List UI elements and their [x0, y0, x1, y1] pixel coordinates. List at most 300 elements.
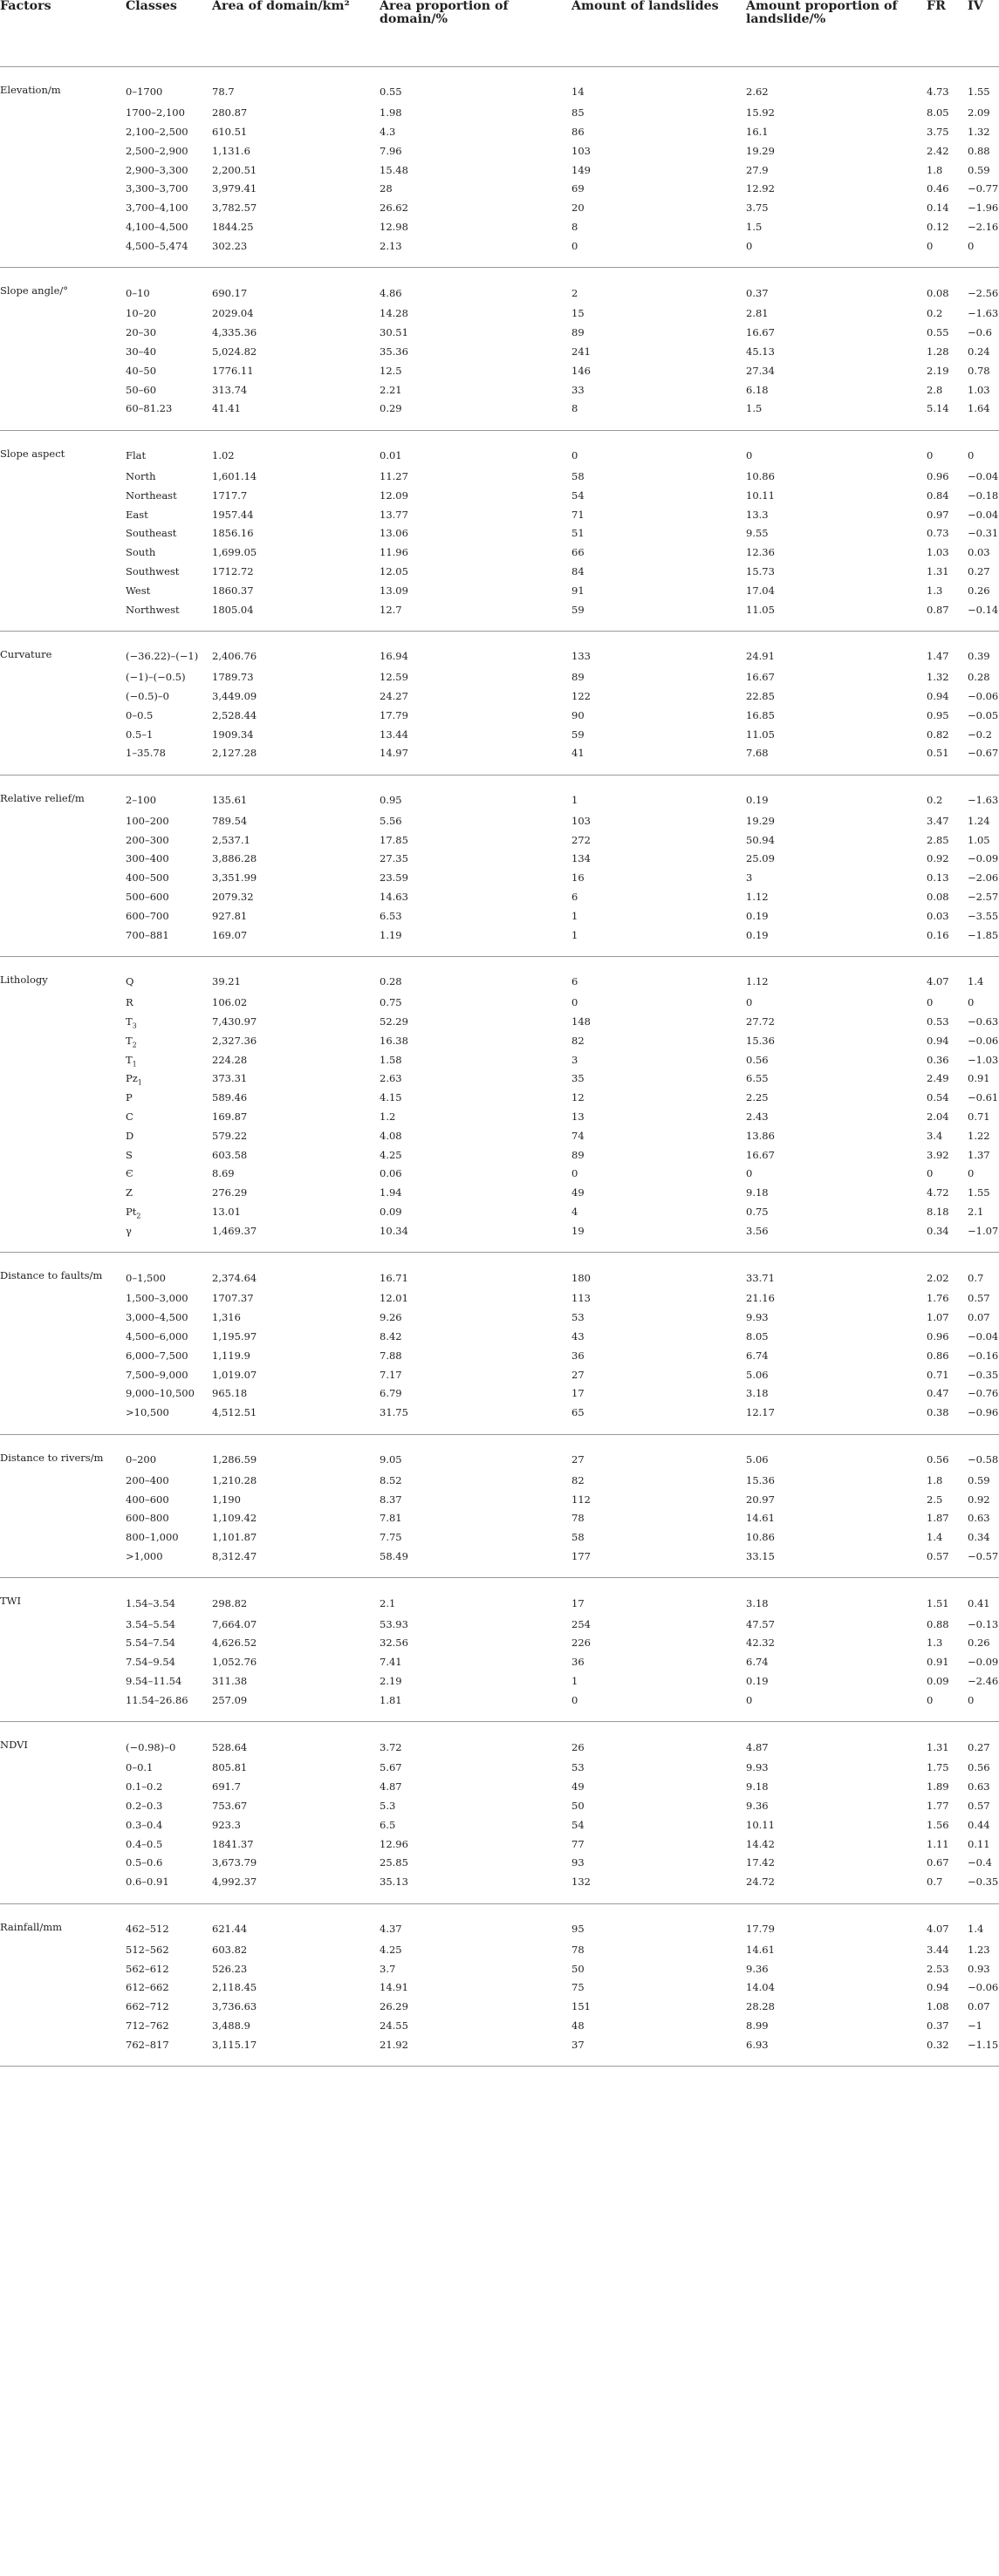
- class-label: 2,500–2,900: [126, 144, 188, 157]
- iv-cell: −0.06: [968, 689, 999, 702]
- area-cell: 603.82: [212, 1943, 248, 1956]
- fr-cell: 0.16: [927, 926, 968, 956]
- amount-proportion-cell: 2.62: [746, 85, 769, 99]
- iv-cell: 1.4: [968, 1922, 984, 1935]
- area-cell: 4,335.36: [212, 326, 257, 339]
- iv-cell: −1.03: [968, 1053, 999, 1066]
- iv-cell: 0.27: [968, 564, 990, 577]
- area-proportion-cell: 12.5: [380, 364, 402, 377]
- area-cell: 2079.32: [212, 891, 254, 904]
- area-proportion-cell: 5.3: [380, 1799, 396, 1812]
- table-row: [0, 141, 999, 161]
- area-cell: 2,406.76: [212, 650, 257, 663]
- iv-cell: −0.06: [968, 1981, 999, 1994]
- class-label: S: [126, 1148, 133, 1161]
- iv-cell: −0.04: [968, 508, 999, 521]
- amount-cell: 151: [571, 2000, 591, 2013]
- area-cell: 1717.7: [212, 489, 248, 502]
- area-cell: 2,127.28: [212, 744, 380, 775]
- class-label: 600–800: [126, 1512, 169, 1525]
- area-proportion-cell: 6.53: [380, 909, 402, 922]
- area-cell: 1,101.87: [212, 1531, 257, 1544]
- table-row: [0, 1634, 999, 1653]
- amount-proportion-cell: 5.06: [746, 1453, 769, 1466]
- area-cell: 1,210.28: [212, 1473, 257, 1486]
- class-label: Pt: [126, 1206, 137, 1219]
- amount-proportion-cell: 9.55: [746, 527, 769, 540]
- iv-cell: 0.57: [968, 1292, 990, 1305]
- iv-cell: 0.11: [968, 1837, 990, 1850]
- class-label: T: [126, 1053, 133, 1066]
- fr-cell: 0.57: [927, 1548, 968, 1578]
- amount-proportion-cell: 6.74: [746, 1349, 769, 1362]
- area-cell: 373.31: [212, 1072, 248, 1085]
- area-proportion-cell: 11.96: [380, 546, 408, 559]
- fr-cell: 1.87: [927, 1512, 949, 1525]
- class-subscript: 1: [137, 1078, 142, 1087]
- amount-proportion-cell: 15.36: [746, 1473, 775, 1486]
- table-row: [0, 1013, 999, 1032]
- amount-cell: 84: [571, 564, 585, 577]
- table-row: [0, 1490, 999, 1509]
- area-proportion-cell: 6.79: [380, 1387, 402, 1400]
- class-cell: [126, 1940, 212, 1959]
- factor-cell: Elevation/m: [0, 84, 61, 96]
- class-subscript: 2: [132, 1041, 137, 1049]
- class-cell: [126, 1959, 212, 1978]
- amount-proportion-cell: 6.55: [746, 1072, 769, 1085]
- factor-cell: [0, 486, 126, 505]
- amount-proportion-cell: 42.32: [746, 1636, 775, 1650]
- area-proportion-cell: 8.37: [380, 1493, 402, 1506]
- class-cell: [126, 1404, 212, 1434]
- area-cell: 691.7: [212, 1780, 241, 1794]
- area-cell: 276.29: [212, 1186, 248, 1199]
- table-row: [0, 218, 999, 237]
- amount-proportion-cell: 15.92: [746, 106, 775, 120]
- class-cell: [126, 1672, 212, 1691]
- area-proportion-cell: 14.63: [380, 891, 408, 904]
- area-proportion-cell: 2.13: [380, 236, 571, 267]
- fr-cell: 1.08: [927, 2000, 949, 2013]
- class-label: 712–762: [126, 2019, 169, 2032]
- amount-proportion-cell: 12.92: [746, 182, 775, 195]
- amount-proportion-cell: 3.56: [746, 1221, 927, 1252]
- iv-cell: −0.09: [968, 1656, 999, 1669]
- factor-cell: [0, 888, 126, 907]
- amount-proportion-cell: 9.18: [746, 1780, 769, 1794]
- area-proportion-cell: 7.81: [380, 1512, 402, 1525]
- area-cell: 805.81: [212, 1761, 248, 1774]
- class-cell: [126, 468, 212, 487]
- fr-cell: 0.09: [927, 1674, 949, 1687]
- class-cell: [126, 600, 212, 631]
- factor-cell: Lithology: [0, 974, 48, 987]
- amount-cell: 0: [571, 996, 578, 1009]
- factor-cell: [0, 1615, 126, 1634]
- amount-proportion-cell: 6.18: [746, 383, 769, 396]
- table-row: [0, 1089, 999, 1108]
- class-label: 0–200: [126, 1453, 157, 1466]
- area-proportion-cell: 35.13: [380, 1873, 571, 1903]
- iv-cell: 0.88: [968, 144, 990, 157]
- area-cell: 526.23: [212, 1962, 248, 1975]
- area-proportion-cell: 0.75: [380, 996, 402, 1009]
- fr-cell: 2.49: [927, 1072, 949, 1085]
- amount-cell: 20: [571, 202, 585, 215]
- fr-cell: 0.97: [927, 508, 949, 521]
- class-cell: [126, 67, 212, 104]
- class-label: Z: [126, 1186, 133, 1199]
- table-row: [0, 1126, 999, 1145]
- iv-cell: 0.41: [968, 1596, 990, 1609]
- factor-cell: NDVI: [0, 1739, 28, 1752]
- fr-cell: 0.54: [927, 1091, 949, 1104]
- header-classes: Classes: [126, 0, 212, 67]
- table-row: [0, 1404, 999, 1434]
- fr-cell: 3.92: [927, 1148, 949, 1161]
- area-cell: 298.82: [212, 1596, 248, 1609]
- table-row: [0, 268, 999, 304]
- area-cell: 4,512.51: [212, 1404, 380, 1434]
- amount-cell: 26: [571, 1740, 585, 1753]
- factor-cell: Distance to faults/m: [0, 1269, 103, 1282]
- amount-proportion-cell: 16.67: [746, 1148, 775, 1161]
- class-label: 11.54–26.86: [126, 1693, 188, 1706]
- class-cell: [126, 1013, 212, 1032]
- table-row: [0, 67, 999, 104]
- class-label: Q: [126, 975, 134, 988]
- factor-cell: [0, 1509, 126, 1528]
- area-cell: 1,131.6: [212, 144, 250, 157]
- class-label: 3,300–3,700: [126, 182, 188, 195]
- fr-cell: 1.75: [927, 1761, 949, 1774]
- class-label: T: [126, 1034, 133, 1047]
- area-cell: 1,109.42: [212, 1512, 257, 1525]
- class-label: 0.6–0.91: [126, 1876, 169, 1889]
- amount-proportion-cell: 14.42: [746, 1837, 775, 1850]
- iv-cell: 0.03: [968, 546, 990, 559]
- factor-cell: [0, 1634, 126, 1653]
- class-cell: [126, 1509, 212, 1528]
- area-proportion-cell: 17.79: [380, 708, 408, 721]
- factor-cell: [0, 236, 126, 267]
- factor-cell: [0, 2017, 126, 2036]
- class-cell: [126, 1548, 212, 1578]
- factor-cell: [0, 161, 126, 180]
- amount-proportion-cell: 16.1: [746, 125, 769, 138]
- iv-cell: −1.63: [968, 794, 999, 807]
- area-proportion-cell: 3.7: [380, 1962, 396, 1975]
- amount-cell: 41: [571, 744, 746, 775]
- area-cell: 1844.25: [212, 220, 254, 233]
- class-cell: [126, 744, 212, 775]
- area-cell: 5,024.82: [212, 345, 257, 358]
- area-proportion-cell: 24.27: [380, 689, 408, 702]
- class-cell: [126, 1184, 212, 1203]
- table-row: [0, 744, 999, 775]
- area-proportion-cell: 1.58: [380, 1053, 402, 1066]
- iv-cell: −0.31: [968, 527, 999, 540]
- table-row: [0, 1184, 999, 1203]
- area-proportion-cell: 7.75: [380, 1531, 402, 1544]
- fr-cell: 1.28: [927, 345, 949, 358]
- iv-cell: −0.05: [968, 708, 999, 721]
- area-cell: 1909.34: [212, 728, 254, 741]
- amount-proportion-cell: 2.81: [746, 307, 769, 320]
- fr-cell: 1.76: [927, 1292, 949, 1305]
- iv-cell: −0.35: [968, 1873, 999, 1903]
- fr-cell: 2.19: [927, 364, 949, 377]
- amount-cell: 2: [571, 286, 578, 299]
- fr-cell: 1.07: [927, 1311, 949, 1324]
- class-cell: [126, 1108, 212, 1127]
- area-proportion-cell: 16.38: [380, 1034, 408, 1047]
- class-subscript: 1: [132, 1059, 137, 1068]
- amount-cell: 0: [571, 236, 746, 267]
- area-proportion-cell: 14.97: [380, 744, 571, 775]
- table-row: [0, 1873, 999, 1903]
- fr-cell: 0.84: [927, 489, 949, 502]
- fr-cell: 2.85: [927, 833, 949, 846]
- factor-cell: [0, 1759, 126, 1778]
- amount-proportion-cell: 47.57: [746, 1617, 775, 1630]
- area-proportion-cell: 2.63: [380, 1072, 402, 1085]
- iv-cell: −1.96: [968, 202, 999, 215]
- amount-proportion-cell: 21.16: [746, 1292, 775, 1305]
- class-cell: [126, 218, 212, 237]
- class-label: 3,700–4,100: [126, 202, 188, 215]
- amount-cell: 134: [571, 852, 591, 865]
- fr-cell: 1.8: [927, 163, 943, 176]
- class-label: 612–662: [126, 1981, 169, 1994]
- class-cell: [126, 430, 212, 467]
- amount-cell: 272: [571, 833, 591, 846]
- iv-cell: −1.15: [968, 2035, 999, 2066]
- amount-cell: 16: [571, 871, 585, 885]
- iv-cell: −0.63: [968, 1015, 999, 1028]
- iv-cell: 0.59: [968, 163, 990, 176]
- area-proportion-cell: 9.26: [380, 1311, 402, 1324]
- amount-cell: 89: [571, 326, 585, 339]
- area-proportion-cell: 12.96: [380, 1837, 408, 1850]
- class-cell: [126, 1998, 212, 2017]
- fr-cell: 1.32: [927, 671, 949, 684]
- factor-cell: [0, 218, 126, 237]
- table-row: [0, 2035, 999, 2066]
- class-subscript: 2: [136, 1212, 141, 1220]
- amount-proportion-cell: 24.91: [746, 650, 775, 663]
- area-proportion-cell: 4.25: [380, 1148, 402, 1161]
- amount-cell: 77: [571, 1837, 585, 1850]
- class-label: 7,500–9,000: [126, 1368, 188, 1381]
- fr-cell: 1.77: [927, 1799, 949, 1812]
- fr-cell: 0.51: [927, 744, 968, 775]
- area-proportion-cell: 0.01: [380, 449, 402, 462]
- area-proportion-cell: 13.09: [380, 584, 408, 597]
- factor-cell: [0, 505, 126, 524]
- fr-cell: 4.72: [927, 1186, 949, 1199]
- factor-cell: [0, 1873, 126, 1903]
- area-cell: 1.02: [212, 449, 235, 462]
- class-cell: [126, 1903, 212, 1940]
- amount-proportion-cell: 10.11: [746, 1818, 775, 1831]
- area-proportion-cell: 14.91: [380, 1981, 408, 1994]
- iv-cell: 0.7: [968, 1271, 984, 1284]
- fr-cell: 0.73: [927, 527, 949, 540]
- area-cell: 257.09: [212, 1691, 380, 1721]
- class-cell: [126, 812, 212, 831]
- area-cell: 753.67: [212, 1799, 248, 1812]
- amount-proportion-cell: 0.19: [746, 909, 769, 922]
- area-cell: 3,673.79: [212, 1856, 257, 1869]
- area-proportion-cell: 24.55: [380, 2019, 408, 2032]
- iv-cell: 1.55: [968, 85, 990, 99]
- class-label: 562–612: [126, 1962, 169, 1975]
- table-row: [0, 1672, 999, 1691]
- area-proportion-cell: 5.56: [380, 814, 402, 827]
- fr-cell: 1.31: [927, 1740, 949, 1753]
- amount-proportion-cell: 17.42: [746, 1856, 775, 1869]
- area-cell: 1,469.37: [212, 1221, 380, 1252]
- iv-cell: 0.24: [968, 345, 990, 358]
- amount-proportion-cell: 27.9: [746, 163, 769, 176]
- class-cell: [126, 1221, 212, 1252]
- class-cell: [126, 1471, 212, 1490]
- area-cell: 280.87: [212, 106, 248, 120]
- table-row: [0, 343, 999, 362]
- fr-cell: 4.07: [927, 975, 949, 988]
- iv-cell: 0.26: [968, 584, 990, 597]
- iv-cell: −0.6: [968, 326, 992, 339]
- header-row: [0, 0, 999, 67]
- class-label: 7.54–9.54: [126, 1656, 175, 1669]
- amount-cell: 6: [571, 891, 578, 904]
- factor-cell: [0, 1548, 126, 1578]
- area-proportion-cell: 12.01: [380, 1292, 408, 1305]
- class-cell: [126, 706, 212, 725]
- class-label: 2–100: [126, 794, 157, 807]
- amount-cell: 54: [571, 489, 585, 502]
- amount-cell: 95: [571, 1922, 585, 1935]
- amount-cell: 0: [571, 1167, 578, 1180]
- fr-cell: 3.47: [927, 814, 949, 827]
- area-cell: 1805.04: [212, 600, 380, 631]
- factor-cell: [0, 1854, 126, 1873]
- iv-cell: −2.06: [968, 871, 999, 885]
- class-label: 800–1,000: [126, 1531, 179, 1544]
- fr-cell: 0.34: [927, 1221, 968, 1252]
- class-cell: [126, 926, 212, 956]
- amount-cell: 148: [571, 1015, 591, 1028]
- class-label: (−0.5)–0: [126, 689, 169, 702]
- iv-cell: 0: [968, 996, 975, 1009]
- table-row: [0, 1108, 999, 1127]
- factor-cell: [0, 581, 126, 600]
- class-cell: [126, 1691, 212, 1721]
- factor-cell: [0, 1797, 126, 1816]
- amount-cell: 122: [571, 689, 591, 702]
- class-cell: [126, 563, 212, 582]
- factor-cell: [0, 869, 126, 888]
- fr-cell: 0.86: [927, 1349, 949, 1362]
- class-cell: [126, 1165, 212, 1184]
- area-proportion-cell: 0.09: [380, 1206, 402, 1219]
- class-cell: [126, 1050, 212, 1069]
- amount-proportion-cell: 6.93: [746, 2035, 927, 2066]
- amount-proportion-cell: 50.94: [746, 833, 775, 846]
- fr-cell: 1.03: [927, 546, 949, 559]
- table-row: [0, 1959, 999, 1978]
- class-cell: [126, 1778, 212, 1797]
- area-cell: 1,119.9: [212, 1349, 250, 1362]
- factor-cell: [0, 706, 126, 725]
- table-row: [0, 1471, 999, 1490]
- class-cell: [126, 161, 212, 180]
- class-cell: [126, 180, 212, 199]
- area-cell: 603.58: [212, 1148, 248, 1161]
- class-cell: [126, 1490, 212, 1509]
- class-cell: [126, 581, 212, 600]
- header-area: Area of domain/km²: [212, 0, 380, 67]
- factor-cell: [0, 1471, 126, 1490]
- amount-cell: 0: [571, 449, 578, 462]
- amount-cell: 51: [571, 527, 585, 540]
- area-proportion-cell: 12.05: [380, 564, 408, 577]
- table-row: [0, 1308, 999, 1328]
- class-label: 4,500–5,474: [126, 239, 188, 252]
- class-cell: [126, 380, 212, 400]
- amount-cell: 53: [571, 1311, 585, 1324]
- amount-proportion-cell: 15.36: [746, 1034, 775, 1047]
- class-cell: [126, 906, 212, 926]
- table-row: [0, 706, 999, 725]
- area-proportion-cell: 0.95: [380, 794, 402, 807]
- class-label: (−36.22)–(−1): [126, 650, 199, 663]
- amount-proportion-cell: 14.04: [746, 1981, 775, 1994]
- fr-cell: 8.05: [927, 106, 949, 120]
- class-cell: [126, 505, 212, 524]
- class-cell: [126, 1145, 212, 1165]
- iv-cell: 0.07: [968, 1311, 990, 1324]
- table-row: [0, 563, 999, 582]
- area-cell: 1,195.97: [212, 1330, 257, 1343]
- area-cell: 169.07: [212, 926, 380, 956]
- iv-cell: −2.16: [968, 220, 999, 233]
- class-label: East: [126, 508, 148, 521]
- class-label: 20–30: [126, 326, 157, 339]
- amount-proportion-cell: 2.43: [746, 1110, 769, 1124]
- iv-cell: 0.92: [968, 1493, 990, 1506]
- iv-cell: 1.55: [968, 1186, 990, 1199]
- fr-cell: 1.3: [927, 584, 943, 597]
- amount-cell: 1: [571, 1674, 578, 1687]
- amount-cell: 133: [571, 650, 591, 663]
- area-cell: 224.28: [212, 1053, 248, 1066]
- class-cell: [126, 1203, 212, 1222]
- amount-proportion-cell: 16.67: [746, 326, 775, 339]
- area-proportion-cell: 12.7: [380, 600, 571, 631]
- class-label: (−0.98)–0: [126, 1740, 176, 1753]
- table-row: [0, 725, 999, 744]
- class-label: Northwest: [126, 603, 180, 616]
- area-cell: 2,327.36: [212, 1034, 257, 1047]
- fr-cell: 8.18: [927, 1206, 949, 1219]
- area-proportion-cell: 0.55: [380, 85, 402, 99]
- area-proportion-cell: 2.1: [380, 1596, 396, 1609]
- class-cell: [126, 869, 212, 888]
- amount-proportion-cell: 10.86: [746, 1531, 775, 1544]
